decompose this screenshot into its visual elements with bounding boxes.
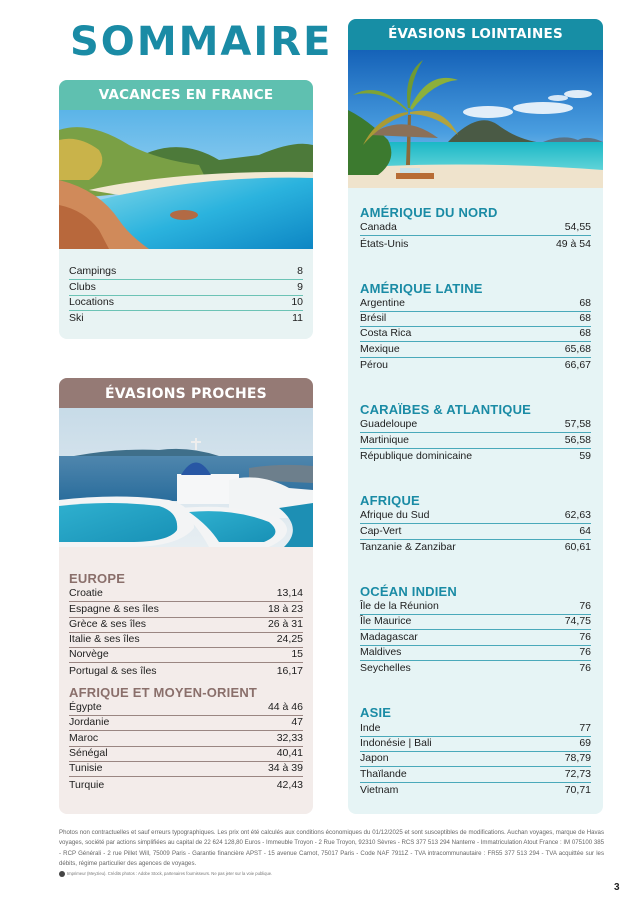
- print-credits: [59, 871, 359, 877]
- item-page: 70,71: [564, 783, 591, 796]
- list-item[interactable]: [69, 311, 303, 326]
- item-page: 68: [579, 312, 591, 325]
- item-label: États-Unis: [360, 237, 409, 250]
- item-page: 65,68: [564, 342, 591, 355]
- item-label: Turquie: [69, 778, 105, 791]
- section-afrique-moyen-orient: [69, 685, 303, 793]
- item-label: Tanzanie & Zanzibar: [360, 540, 456, 553]
- list-item[interactable]: [69, 587, 303, 602]
- item-page: 54,55: [564, 221, 591, 234]
- list-item[interactable]: [360, 646, 591, 661]
- item-label: Île Maurice: [360, 615, 412, 628]
- item-label: Costa Rica: [360, 327, 412, 340]
- item-label: Italie & ses îles: [69, 633, 140, 646]
- item-label: Maroc: [69, 731, 99, 744]
- list-item[interactable]: [69, 747, 303, 762]
- item-page: 15: [291, 648, 303, 661]
- item-label: Maldives: [360, 646, 402, 659]
- item-page: 62,63: [564, 509, 591, 522]
- list-item[interactable]: [69, 296, 303, 311]
- item-page: 44 à 46: [267, 701, 303, 714]
- item-page: 26 à 31: [267, 617, 303, 630]
- santorini-pool-photo: [59, 408, 313, 547]
- section-amerique-du-nord: [360, 205, 591, 252]
- item-page: 16,17: [276, 664, 303, 677]
- item-page: 78,79: [564, 752, 591, 765]
- item-label: Clubs: [69, 280, 96, 293]
- list-item[interactable]: [360, 221, 591, 236]
- section-title: EUROPE: [69, 571, 126, 586]
- section-title: AFRIQUE: [360, 492, 420, 508]
- item-page: 13,14: [276, 587, 303, 600]
- item-label: Sénégal: [69, 746, 108, 759]
- item-page: 64: [579, 524, 591, 537]
- card-vacances-en-france: [59, 80, 313, 339]
- item-page: 18 à 23: [267, 602, 303, 615]
- section-title: AFRIQUE ET MOYEN-ORIENT: [69, 684, 258, 700]
- recycle-icon: [59, 871, 65, 877]
- item-page: 24,25: [276, 633, 303, 646]
- item-page: 76: [579, 662, 591, 675]
- item-label: Japon: [360, 752, 389, 765]
- corsica-beach-photo: [59, 110, 313, 249]
- item-page: 40,41: [276, 746, 303, 759]
- item-page: 47: [291, 716, 303, 729]
- page-number: 3: [614, 882, 620, 893]
- item-label: Croatie: [69, 587, 103, 600]
- item-label: Locations: [69, 295, 114, 308]
- list-item[interactable]: [69, 618, 303, 633]
- list-item[interactable]: [360, 540, 591, 555]
- tropical-beach-palm-photo: [348, 50, 603, 188]
- item-label: Jordanie: [69, 716, 110, 729]
- card-evasions-lointaines: [348, 19, 603, 814]
- item-page: 76: [579, 630, 591, 643]
- section-ocean-indien: [360, 584, 591, 676]
- card-header-lointaines: ÉVASIONS LOINTAINES: [348, 19, 603, 50]
- item-page: 68: [579, 296, 591, 309]
- list-item[interactable]: [69, 648, 303, 663]
- item-label: Vietnam: [360, 783, 399, 796]
- list-item[interactable]: [360, 449, 591, 464]
- item-page: 8: [297, 265, 303, 278]
- item-page: 72,73: [564, 767, 591, 780]
- item-label: Seychelles: [360, 662, 411, 675]
- item-page: 56,58: [564, 433, 591, 446]
- item-page: 69: [579, 736, 591, 749]
- section-title: AMÉRIQUE DU NORD: [360, 205, 498, 220]
- item-label: Tunisie: [69, 762, 103, 775]
- item-label: Île de la Réunion: [360, 600, 439, 613]
- item-label: Pérou: [360, 359, 389, 372]
- list-item[interactable]: [360, 630, 591, 645]
- list-item[interactable]: [69, 716, 303, 731]
- item-label: Ski: [69, 312, 84, 325]
- section-afrique: [360, 493, 591, 555]
- list-item[interactable]: [360, 524, 591, 539]
- item-page: 10: [291, 295, 303, 308]
- list-item[interactable]: [360, 600, 591, 615]
- item-page: 34 à 39: [267, 762, 303, 775]
- section-asie: [360, 705, 591, 797]
- item-page: 42,43: [276, 778, 303, 791]
- item-label: Brésil: [360, 312, 387, 325]
- item-label: Inde: [360, 721, 381, 734]
- item-page: 60,61: [564, 540, 591, 553]
- list-item[interactable]: [360, 236, 591, 251]
- list-item[interactable]: [360, 767, 591, 782]
- item-page: 76: [579, 646, 591, 659]
- section-title: OCÉAN INDIEN: [360, 583, 458, 599]
- item-label: Canada: [360, 221, 397, 234]
- list-item[interactable]: [69, 777, 303, 792]
- list-item[interactable]: [69, 663, 303, 678]
- item-label: Mexique: [360, 342, 400, 355]
- list-item[interactable]: [360, 615, 591, 630]
- item-page: 77: [579, 721, 591, 734]
- item-label: Indonésie | Bali: [360, 736, 432, 749]
- card-evasions-proches: [59, 378, 313, 814]
- item-label: Cap-Vert: [360, 524, 402, 537]
- list-item[interactable]: [69, 633, 303, 648]
- list-item[interactable]: [69, 762, 303, 777]
- item-label: Campings: [69, 265, 117, 278]
- list-item[interactable]: [69, 602, 303, 617]
- list-item[interactable]: [69, 701, 303, 716]
- list-item[interactable]: [360, 418, 591, 433]
- section-europe: [69, 571, 303, 679]
- section-title: ASIE: [360, 705, 392, 721]
- list-item[interactable]: [360, 297, 591, 312]
- item-label: Argentine: [360, 296, 405, 309]
- list-item[interactable]: [360, 737, 591, 752]
- item-page: 68: [579, 327, 591, 340]
- item-page: 32,33: [276, 731, 303, 744]
- item-label: Martinique: [360, 433, 410, 446]
- item-label: Espagne & ses îles: [69, 602, 159, 615]
- list-item[interactable]: [360, 509, 591, 524]
- list-item[interactable]: [69, 265, 303, 280]
- item-page: 59: [579, 449, 591, 462]
- list-item[interactable]: [69, 280, 303, 295]
- item-label: Thaïlande: [360, 767, 407, 780]
- legal-notice: Photos non contractuelles et sauf erreurs typographiques. Les prix ont été calculés aux conditions économiques du 01/12/2025 et sont susceptibles de modifications. Auchan voyages, marque de Havas voyages, société par actions simplifiées au capital de 22 624 128,80 Euros - Immeuble Troyon - 2 Rue Troyon, 92310 Sèvres - RCS 377 513 294 Nanterre - Immatriculation Atout France : IM 075100 385 - RCP Générali - 2 rue Pillet Will, 75009 Paris - Garantie financière APST - 15 avenue Carnot, 75017 Paris - Code NAF 7911Z - TVA intracommunautaire : FR55 377 513 294 - TVA acquittée sur les débits, régime particulier des agences de voyages.: [59, 829, 605, 868]
- item-label: Grèce & ses îles: [69, 617, 147, 630]
- list-item[interactable]: [360, 752, 591, 767]
- item-label: République dominicaine: [360, 449, 473, 462]
- france-list: [59, 249, 313, 326]
- list-item[interactable]: [360, 342, 591, 357]
- list-item[interactable]: [69, 731, 303, 746]
- section-amerique-latine: [360, 281, 591, 373]
- list-item[interactable]: [360, 661, 591, 676]
- list-item[interactable]: [360, 783, 591, 798]
- section-caraibes-atlantique: [360, 402, 591, 464]
- item-page: 49 à 54: [555, 237, 591, 250]
- item-page: 11: [292, 312, 303, 325]
- item-label: Madagascar: [360, 630, 418, 643]
- item-label: Norvège: [69, 648, 109, 661]
- credits-text: Imprimeur (Meyzieu). Crédits photos : Adobe Stock, partenaires fournisseurs. Ne pas jeter sur la voie publique.: [67, 871, 273, 877]
- list-item[interactable]: [360, 327, 591, 342]
- list-item[interactable]: [360, 433, 591, 448]
- item-page: 66,67: [564, 359, 591, 372]
- item-label: Afrique du Sud: [360, 509, 430, 522]
- item-page: 57,58: [564, 418, 591, 431]
- card-header-proches: ÉVASIONS PROCHES: [59, 378, 313, 408]
- list-item[interactable]: [360, 721, 591, 736]
- page-title: SOMMAIRE: [70, 19, 333, 65]
- list-item[interactable]: [360, 358, 591, 373]
- item-page: 9: [297, 280, 303, 293]
- card-header-france: VACANCES EN FRANCE: [59, 80, 313, 110]
- item-label: Égypte: [69, 701, 102, 714]
- section-title: AMÉRIQUE LATINE: [360, 280, 483, 296]
- item-label: Guadeloupe: [360, 418, 418, 431]
- item-page: 74,75: [564, 615, 591, 628]
- section-title: CARAÏBES & ATLANTIQUE: [360, 402, 532, 418]
- item-label: Portugal & ses îles: [69, 664, 157, 677]
- list-item[interactable]: [360, 312, 591, 327]
- item-page: 76: [579, 600, 591, 613]
